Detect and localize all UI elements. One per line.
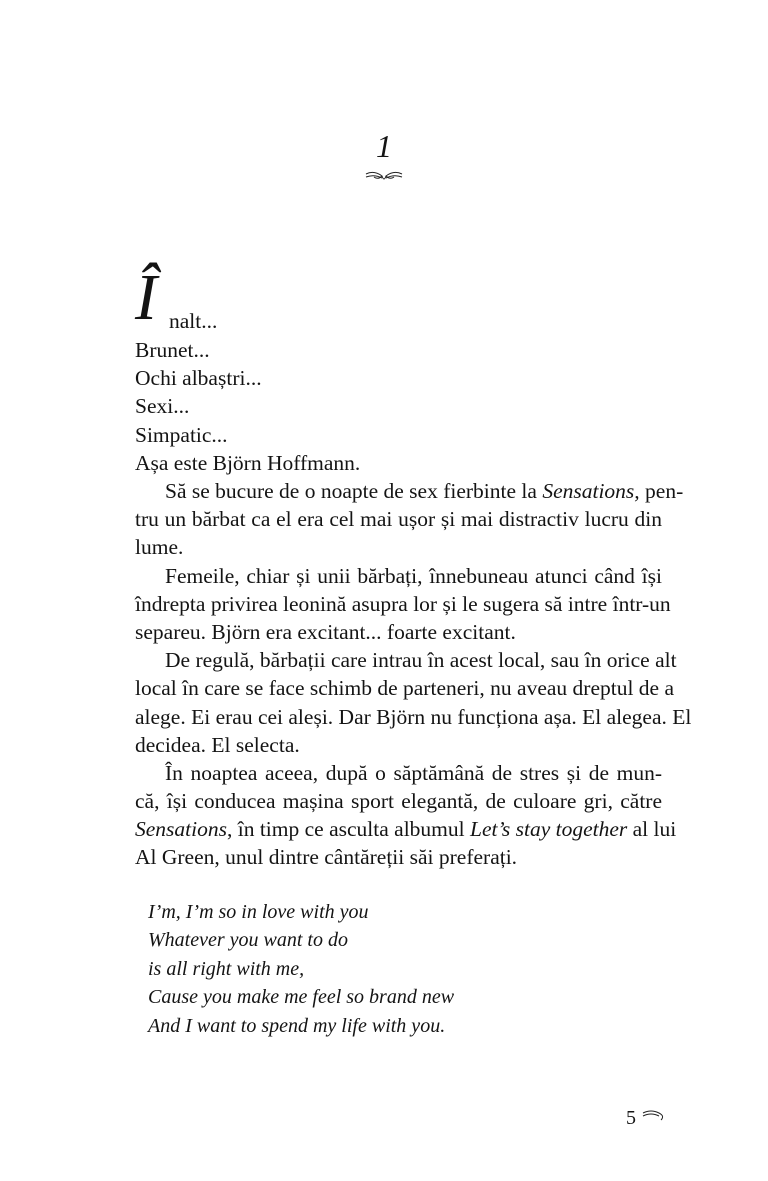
text-line: lume. [135, 535, 184, 560]
text-line: Ochi albaștri... [135, 366, 262, 391]
paragraph [135, 562, 671, 647]
text-line: Sensations, în timp ce asculta albumul Let’s stay together al lui [135, 817, 677, 842]
chapter-number: 1 [376, 128, 392, 164]
text-line: Al Green, unul dintre cântăreții săi preferați. [135, 845, 518, 870]
text-line: Așa este Björn Hoffmann. [135, 450, 361, 475]
text-line: alege. Ei erau cei aleși. Dar Björn nu funcționa așa. El alegea. El [135, 704, 692, 729]
text-line: Femeile, chiar și unii bărbați, înnebuneau atunci când își [165, 563, 662, 588]
scroll-ornament-icon [364, 168, 404, 184]
text-line: local în care se face schimb de parteneri, nu aveau dreptul de a [135, 676, 675, 701]
text-line: Sexi... [135, 394, 190, 419]
text-line: tru un bărbat ca el era cel mai ușor și mai distractiv lucru din [135, 507, 662, 532]
text-line: Simpatic... [135, 422, 228, 447]
text-line: În noaptea aceea, după o săptămână de stres și de mun- [165, 760, 662, 785]
paragraph [135, 477, 684, 562]
text-line: De regulă, bărbații care intrau în acest local, sau în orice alt [165, 648, 677, 673]
page-number: 5 [626, 1107, 636, 1129]
lyric-line: And I want to spend my life with you. [148, 1014, 446, 1037]
text-line: decidea. El selecta. [135, 732, 300, 757]
drop-cap: Î [135, 261, 157, 334]
text-line: că, își conducea mașina sport elegantă, de culoare gri, către [135, 789, 662, 814]
text-line: separeu. Björn era excitant... foarte excitant. [135, 619, 516, 644]
lyric-line: is all right with me, [148, 957, 305, 980]
lyric-line: Cause you make me feel so brand new [148, 986, 455, 1009]
song-lyrics [148, 898, 454, 1040]
lyric-line: I’m, I’m so in love with you [148, 901, 369, 923]
text-line: Brunet... [135, 338, 210, 362]
opening-lines [135, 336, 662, 477]
opening-line-rest: nalt... [169, 309, 218, 333]
paragraph [135, 759, 677, 872]
body-text [135, 477, 692, 872]
text-line: Să se bucure de o noapte de sex fierbinte la Sensations, pen- [165, 479, 684, 503]
paragraph [135, 646, 692, 759]
text-line: îndrepta privirea leonină asupra lor și le sugera să intre într-un [135, 591, 671, 616]
lyric-line: Whatever you want to do [148, 929, 348, 952]
scroll-ornament-icon [641, 1108, 667, 1122]
